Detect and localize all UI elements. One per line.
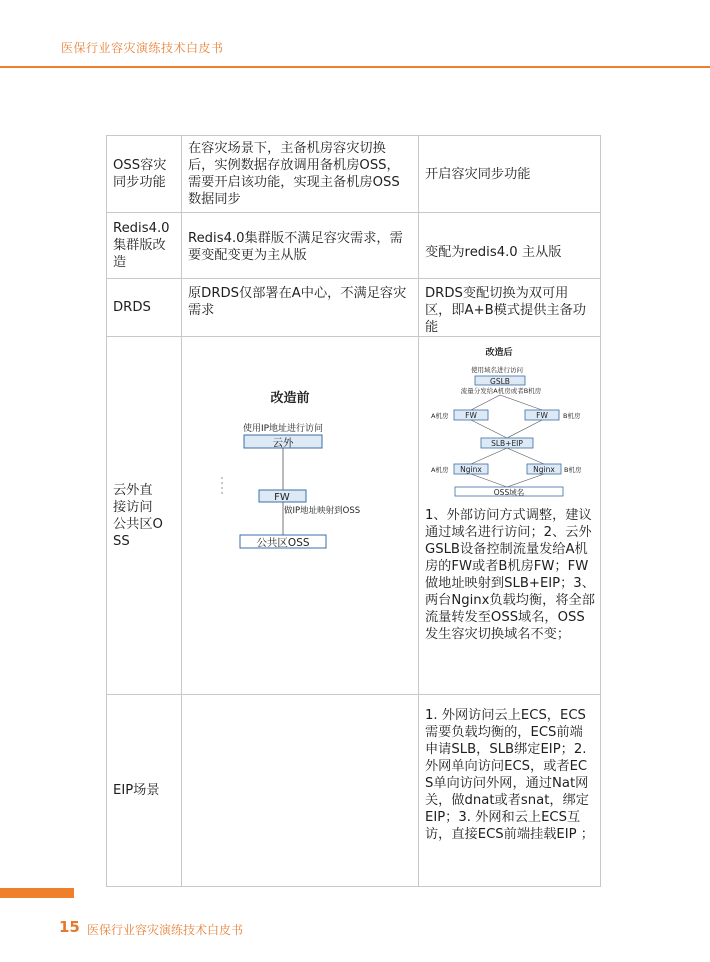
action-cell: 1. 外网访问云上ECS，ECS需要负载均衡的，ECS前端申请SLB，SLB绑定EIP；2. 外网单向访问ECS，或者ECS单向访问外网，通过Nat网关，做dnat或者snat，绑定EIP；3. 外网和云上ECS互访，直接ECS前端挂载EIP ； (419, 695, 601, 887)
slb-box-label: SLB+EIP (491, 439, 523, 448)
current-cell (182, 695, 419, 887)
nginx-b-label: Nginx (533, 465, 555, 474)
table-row (107, 279, 601, 337)
item-cell: OSS容灾同步功能 (107, 136, 182, 213)
table-row (107, 695, 601, 887)
connector-line (471, 395, 500, 410)
item-cell: Redis4.0集群版改造 (107, 213, 182, 279)
oss-box-label: 公共区OSS (256, 537, 310, 549)
connector-line (507, 448, 544, 464)
item-cell: DRDS (107, 279, 182, 337)
after-notes: 1、外部访问方式调整，建议通过域名进行访问；2、云外GSLB设备控制流量发给A机房的FW或者B机房FW；FW做地址映射到SLB+EIP；3、两台Nginx负载均衡，将全部流量转发至OSS域名，OSS发生容灾切换域名不变； (425, 508, 595, 642)
table-row (107, 213, 601, 279)
fw-note: 做IP地址映射到OSS (284, 506, 361, 516)
access-label: 使用IP地址进行访问 (242, 424, 324, 434)
item-label: 云外直接访问公共区OSS (113, 482, 163, 549)
table-row (107, 337, 601, 695)
nginx-a-label: Nginx (460, 465, 482, 474)
oss-domain-label: OSS域名 (493, 488, 525, 497)
fw-box-label: FW (274, 492, 290, 503)
action-cell: 变配为redis4.0 主从版 (419, 213, 601, 279)
room-b-label: B机房 (563, 412, 581, 420)
current-cell: 原DRDS仅部署在A中心，不满足容灾需求 (182, 279, 419, 337)
room-a-label: A机房 (431, 466, 449, 474)
connector-line (507, 420, 542, 438)
after-diagram-title: 改造后 (485, 348, 513, 358)
fw-b-label: FW (536, 411, 548, 420)
before-diagram-title: 改造前 (270, 391, 310, 406)
connector-line (507, 474, 544, 487)
header-title: 医保行业容灾演练技术白皮书 (61, 41, 224, 55)
connector-line (471, 420, 507, 438)
fw-a-label: FW (465, 411, 477, 420)
current-cell: 在容灾场景下，主备机房容灾切换后，实例数据存放调用备机房OSS，需要开启该功能，实现主备机房OSS数据同步 (182, 136, 419, 213)
room-a-label: A机房 (431, 412, 449, 420)
footer-title: 医保行业容灾演练技术白皮书 (87, 923, 244, 937)
before-diagram (182, 337, 419, 689)
connector-line (500, 395, 542, 410)
table-row (107, 136, 601, 213)
item-cell (107, 337, 182, 695)
connector-line (471, 474, 507, 487)
disaster-recovery-table (106, 135, 601, 887)
connector-line (471, 448, 507, 464)
before-diagram-cell (182, 337, 419, 695)
footer-accent-bar (0, 888, 74, 898)
header-rule (0, 66, 710, 68)
after-diagram-cell (419, 337, 601, 695)
action-cell: 开启容灾同步功能 (419, 136, 601, 213)
cloud-box-label: 云外 (272, 437, 294, 449)
after-diagram (419, 337, 602, 507)
access-label: 使用域名进行访问 (471, 366, 523, 374)
gslb-note: 流量分发给A机房或者B机房 (460, 387, 542, 395)
room-b-label: B机房 (564, 466, 582, 474)
gslb-box-label: GSLB (490, 377, 510, 386)
action-cell: DRDS变配切换为双可用区，即A+B模式提供主备功能 (419, 279, 601, 337)
current-cell: Redis4.0集群版不满足容灾需求，需要变配变更为主从版 (182, 213, 419, 279)
page-number: 15 (59, 918, 80, 936)
item-cell: EIP场景 (107, 695, 182, 887)
